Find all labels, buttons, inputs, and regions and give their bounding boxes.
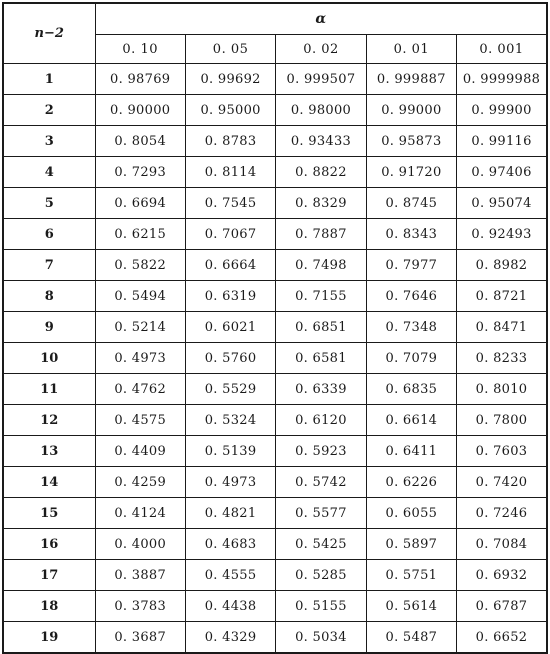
critical-value-cell: 0. 99000: [366, 95, 456, 126]
critical-value-cell: 0. 5487: [366, 622, 456, 654]
critical-value-cell: 0. 7079: [366, 343, 456, 374]
critical-value-cell: 0. 8010: [457, 374, 547, 405]
table-row: [3, 560, 547, 591]
critical-value-cell: 0. 999507: [276, 64, 366, 95]
critical-value-cell: 0. 8114: [185, 157, 275, 188]
critical-value-cell: 0. 92493: [457, 219, 547, 250]
critical-value-cell: 0. 4409: [95, 436, 185, 467]
critical-value-cell: 0. 5760: [185, 343, 275, 374]
table-row: [3, 126, 547, 157]
row-n-label: 3: [3, 126, 95, 157]
critical-value-cell: 0. 4821: [185, 498, 275, 529]
row-n-label: 18: [3, 591, 95, 622]
critical-value-cell: 0. 6319: [185, 281, 275, 312]
critical-value-cell: 0. 7348: [366, 312, 456, 343]
critical-value-cell: 0. 8054: [95, 126, 185, 157]
critical-value-cell: 0. 7977: [366, 250, 456, 281]
row-n-label: 7: [3, 250, 95, 281]
table-row: [3, 374, 547, 405]
table-row: [3, 529, 547, 560]
critical-value-cell: 0. 6932: [457, 560, 547, 591]
row-n-label: 10: [3, 343, 95, 374]
critical-value-cell: 0. 5923: [276, 436, 366, 467]
critical-values-table: [2, 2, 548, 654]
critical-value-cell: 0. 95074: [457, 188, 547, 219]
table-row: [3, 64, 547, 95]
critical-value-cell: 0. 8329: [276, 188, 366, 219]
critical-value-cell: 0. 7800: [457, 405, 547, 436]
row-n-label: 4: [3, 157, 95, 188]
critical-value-cell: 0. 95000: [185, 95, 275, 126]
critical-value-cell: 0. 4329: [185, 622, 275, 654]
critical-value-cell: 0. 6411: [366, 436, 456, 467]
critical-value-cell: 0. 93433: [276, 126, 366, 157]
critical-value-cell: 0. 6021: [185, 312, 275, 343]
critical-value-cell: 0. 6694: [95, 188, 185, 219]
critical-value-cell: 0. 97406: [457, 157, 547, 188]
critical-value-cell: 0. 6339: [276, 374, 366, 405]
critical-value-cell: 0. 5577: [276, 498, 366, 529]
critical-value-cell: 0. 91720: [366, 157, 456, 188]
critical-value-cell: 0. 5742: [276, 467, 366, 498]
table-row: [3, 281, 547, 312]
critical-value-cell: 0. 6120: [276, 405, 366, 436]
critical-value-cell: 0. 5324: [185, 405, 275, 436]
table-row: [3, 622, 547, 654]
critical-value-cell: 0. 4973: [185, 467, 275, 498]
alpha-level-header: 0. 02: [276, 35, 366, 64]
table-row: [3, 436, 547, 467]
critical-value-cell: 0. 95873: [366, 126, 456, 157]
critical-value-cell: 0. 5494: [95, 281, 185, 312]
critical-value-cell: 0. 8745: [366, 188, 456, 219]
critical-value-cell: 0. 8233: [457, 343, 547, 374]
row-n-label: 13: [3, 436, 95, 467]
critical-value-cell: 0. 6851: [276, 312, 366, 343]
alpha-level-header: 0. 05: [185, 35, 275, 64]
critical-value-cell: 0. 4259: [95, 467, 185, 498]
critical-value-cell: 0. 6215: [95, 219, 185, 250]
critical-value-cell: 0. 7887: [276, 219, 366, 250]
critical-value-cell: 0. 8721: [457, 281, 547, 312]
alpha-level-header: 0. 01: [366, 35, 456, 64]
critical-value-cell: 0. 5155: [276, 591, 366, 622]
row-n-label: 6: [3, 219, 95, 250]
critical-value-cell: 0. 5285: [276, 560, 366, 591]
row-n-label: 16: [3, 529, 95, 560]
critical-value-cell: 0. 3783: [95, 591, 185, 622]
critical-value-cell: 0. 8822: [276, 157, 366, 188]
critical-value-cell: 0. 5034: [276, 622, 366, 654]
critical-value-cell: 0. 6614: [366, 405, 456, 436]
critical-value-cell: 0. 4124: [95, 498, 185, 529]
critical-value-cell: 0. 9999988: [457, 64, 547, 95]
table-body: [3, 64, 547, 654]
table-row: [3, 405, 547, 436]
critical-value-cell: 0. 5751: [366, 560, 456, 591]
row-n-label: 17: [3, 560, 95, 591]
critical-value-cell: 0. 5897: [366, 529, 456, 560]
header-row-group: [3, 3, 547, 35]
critical-value-cell: 0. 4575: [95, 405, 185, 436]
alpha-level-header: 0. 001: [457, 35, 547, 64]
critical-value-cell: 0. 5214: [95, 312, 185, 343]
critical-value-cell: 0. 7155: [276, 281, 366, 312]
critical-value-cell: 0. 5822: [95, 250, 185, 281]
critical-value-cell: 0. 6226: [366, 467, 456, 498]
critical-value-cell: 0. 99692: [185, 64, 275, 95]
table-row: [3, 312, 547, 343]
table-row: [3, 95, 547, 126]
row-label-header: n−2: [3, 3, 95, 64]
critical-value-cell: 0. 8982: [457, 250, 547, 281]
table-row: [3, 467, 547, 498]
critical-value-cell: 0. 7246: [457, 498, 547, 529]
critical-value-cell: 0. 6835: [366, 374, 456, 405]
critical-value-cell: 0. 4000: [95, 529, 185, 560]
critical-value-cell: 0. 6652: [457, 622, 547, 654]
critical-value-cell: 0. 7067: [185, 219, 275, 250]
critical-value-cell: 0. 98769: [95, 64, 185, 95]
critical-value-cell: 0. 4762: [95, 374, 185, 405]
critical-value-cell: 0. 6664: [185, 250, 275, 281]
critical-value-cell: 0. 5614: [366, 591, 456, 622]
critical-value-cell: 0. 7420: [457, 467, 547, 498]
row-n-label: 8: [3, 281, 95, 312]
critical-value-cell: 0. 4555: [185, 560, 275, 591]
critical-value-cell: 0. 6581: [276, 343, 366, 374]
critical-value-cell: 0. 8783: [185, 126, 275, 157]
table-row: [3, 591, 547, 622]
critical-value-cell: 0. 98000: [276, 95, 366, 126]
critical-value-cell: 0. 5529: [185, 374, 275, 405]
row-n-label: 1: [3, 64, 95, 95]
critical-value-cell: 0. 7498: [276, 250, 366, 281]
row-n-label: 11: [3, 374, 95, 405]
critical-value-cell: 0. 5425: [276, 529, 366, 560]
row-n-label: 2: [3, 95, 95, 126]
table-header: [3, 3, 547, 64]
critical-value-cell: 0. 99116: [457, 126, 547, 157]
critical-value-cell: 0. 7646: [366, 281, 456, 312]
critical-value-cell: 0. 99900: [457, 95, 547, 126]
critical-value-cell: 0. 7084: [457, 529, 547, 560]
row-n-label: 14: [3, 467, 95, 498]
critical-value-cell: 0. 4683: [185, 529, 275, 560]
critical-value-cell: 0. 7603: [457, 436, 547, 467]
critical-value-cell: 0. 3887: [95, 560, 185, 591]
critical-values-table-container: [2, 2, 548, 650]
critical-value-cell: 0. 90000: [95, 95, 185, 126]
table-row: [3, 157, 547, 188]
critical-value-cell: 0. 999887: [366, 64, 456, 95]
critical-value-cell: 0. 4438: [185, 591, 275, 622]
table-row: [3, 343, 547, 374]
table-row: [3, 188, 547, 219]
critical-value-cell: 0. 7545: [185, 188, 275, 219]
row-n-label: 15: [3, 498, 95, 529]
row-n-label: 19: [3, 622, 95, 654]
critical-value-cell: 0. 8471: [457, 312, 547, 343]
table-row: [3, 250, 547, 281]
critical-value-cell: 0. 3687: [95, 622, 185, 654]
alpha-level-header: 0. 10: [95, 35, 185, 64]
row-n-label: 12: [3, 405, 95, 436]
critical-value-cell: 0. 6787: [457, 591, 547, 622]
table-row: [3, 498, 547, 529]
alpha-group-header: α: [95, 3, 547, 35]
critical-value-cell: 0. 8343: [366, 219, 456, 250]
critical-value-cell: 0. 7293: [95, 157, 185, 188]
critical-value-cell: 0. 4973: [95, 343, 185, 374]
row-n-label: 5: [3, 188, 95, 219]
critical-value-cell: 0. 5139: [185, 436, 275, 467]
table-row: [3, 219, 547, 250]
critical-value-cell: 0. 6055: [366, 498, 456, 529]
row-n-label: 9: [3, 312, 95, 343]
